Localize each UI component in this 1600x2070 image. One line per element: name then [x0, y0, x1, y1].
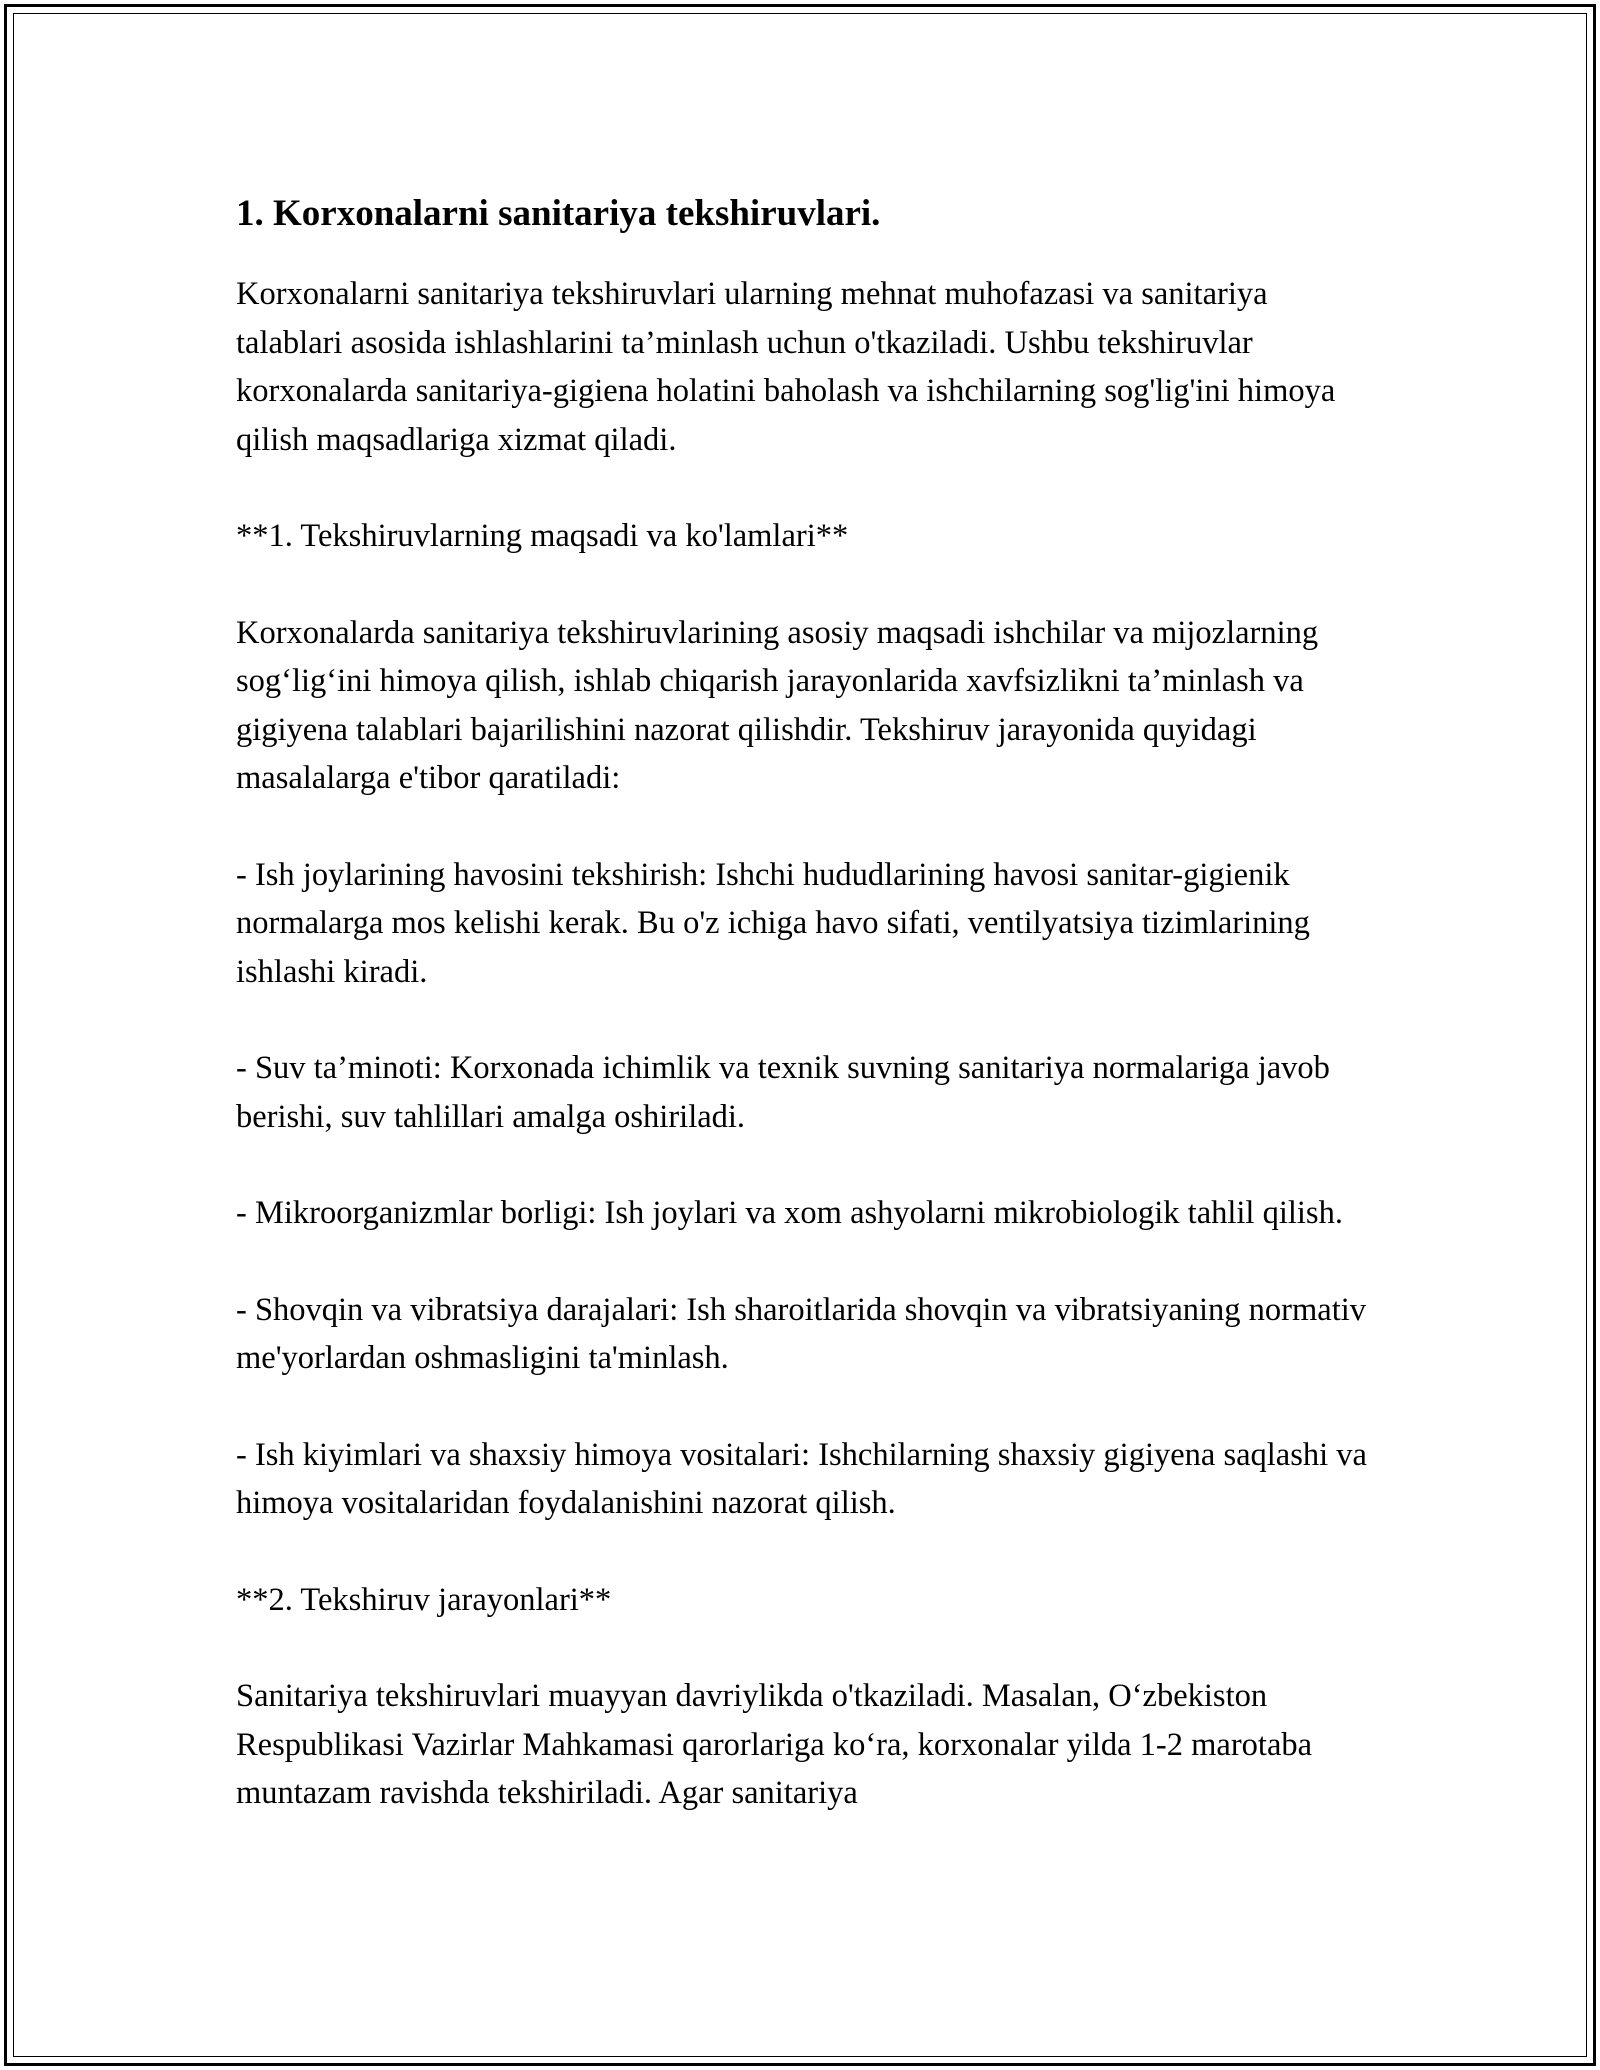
list-item-noise: - Shovqin va vibratsiya darajalari: Ish sharoitlarida shovqin va vibratsiyaning normativ me'yorlardan oshmasligini ta'minlash.	[236, 1291, 1367, 1376]
intro-paragraph: Korxonalarni sanitariya tekshiruvlari ularning mehnat muhofazasi va sanitariya talablari asosida ishlashlarini ta’minlash uchun o'tkaziladi. Ushbu tekshiruvlar korxonalarda sanitariya-gigiena holatini baholash va ishchilarning sog'lig'ini himoya qilish maqsadlariga xizmat qiladi.	[236, 276, 1336, 458]
list-item-protective-clothing: - Ish kiyimlari va shaxsiy himoya vositalari: Ishchilarning shaxsiy gigiyena saqlashi va himoya vositalaridan foydalanishini nazorat qilish.	[236, 1436, 1367, 1521]
list-item-air: - Ish joylarining havosini tekshirish: Ishchi hududlarining havosi sanitar-gigienik normalarga mos kelishi kerak. Bu o'z ichiga havo sifati, ventilyatsiya tizimlarining ishlashi kiradi.	[236, 856, 1310, 990]
process-paragraph: Sanitariya tekshiruvlari muayyan davriylikda o'tkaziladi. Masalan, O‘zbekiston Respublikasi Vazirlar Mahkamasi qarorlariga ko‘ra, korxonalar yilda 1-2 marotaba muntazam ravishda tekshiriladi. Agar sanitariya	[236, 1678, 1313, 1811]
purpose-paragraph: Korxonalarda sanitariya tekshiruvlarining asosiy maqsadi ishchilar va mijozlarning sog‘lig‘ini himoya qilish, ishlab chiqarish jarayonlarida xavfsizlikni ta’minlash va gigiyena talablari bajarilishini nazorat qilishdir. Tekshiruv jarayonida quyidagi masalalarga e'tibor qaratiladi:	[236, 614, 1319, 796]
section-heading-purpose: **1. Tekshiruvlarning maqsadi va ko'lamlari**	[236, 518, 849, 554]
page-title: 1. Korxonalarni sanitariya tekshiruvlari.	[236, 193, 881, 234]
list-item-microorganisms: - Mikroorganizmlar borligi: Ish joylari va xom ashyolarni mikrobiologik tahlil qilish.	[236, 1195, 1343, 1231]
list-item-water: - Suv ta’minoti: Korxonada ichimlik va texnik suvning sanitariya normalariga javob berishi, suv tahlillari amalga oshiriladi.	[236, 1050, 1330, 1135]
section-heading-process: **2. Tekshiruv jarayonlari**	[236, 1581, 612, 1618]
document-body	[236, 186, 1376, 1866]
